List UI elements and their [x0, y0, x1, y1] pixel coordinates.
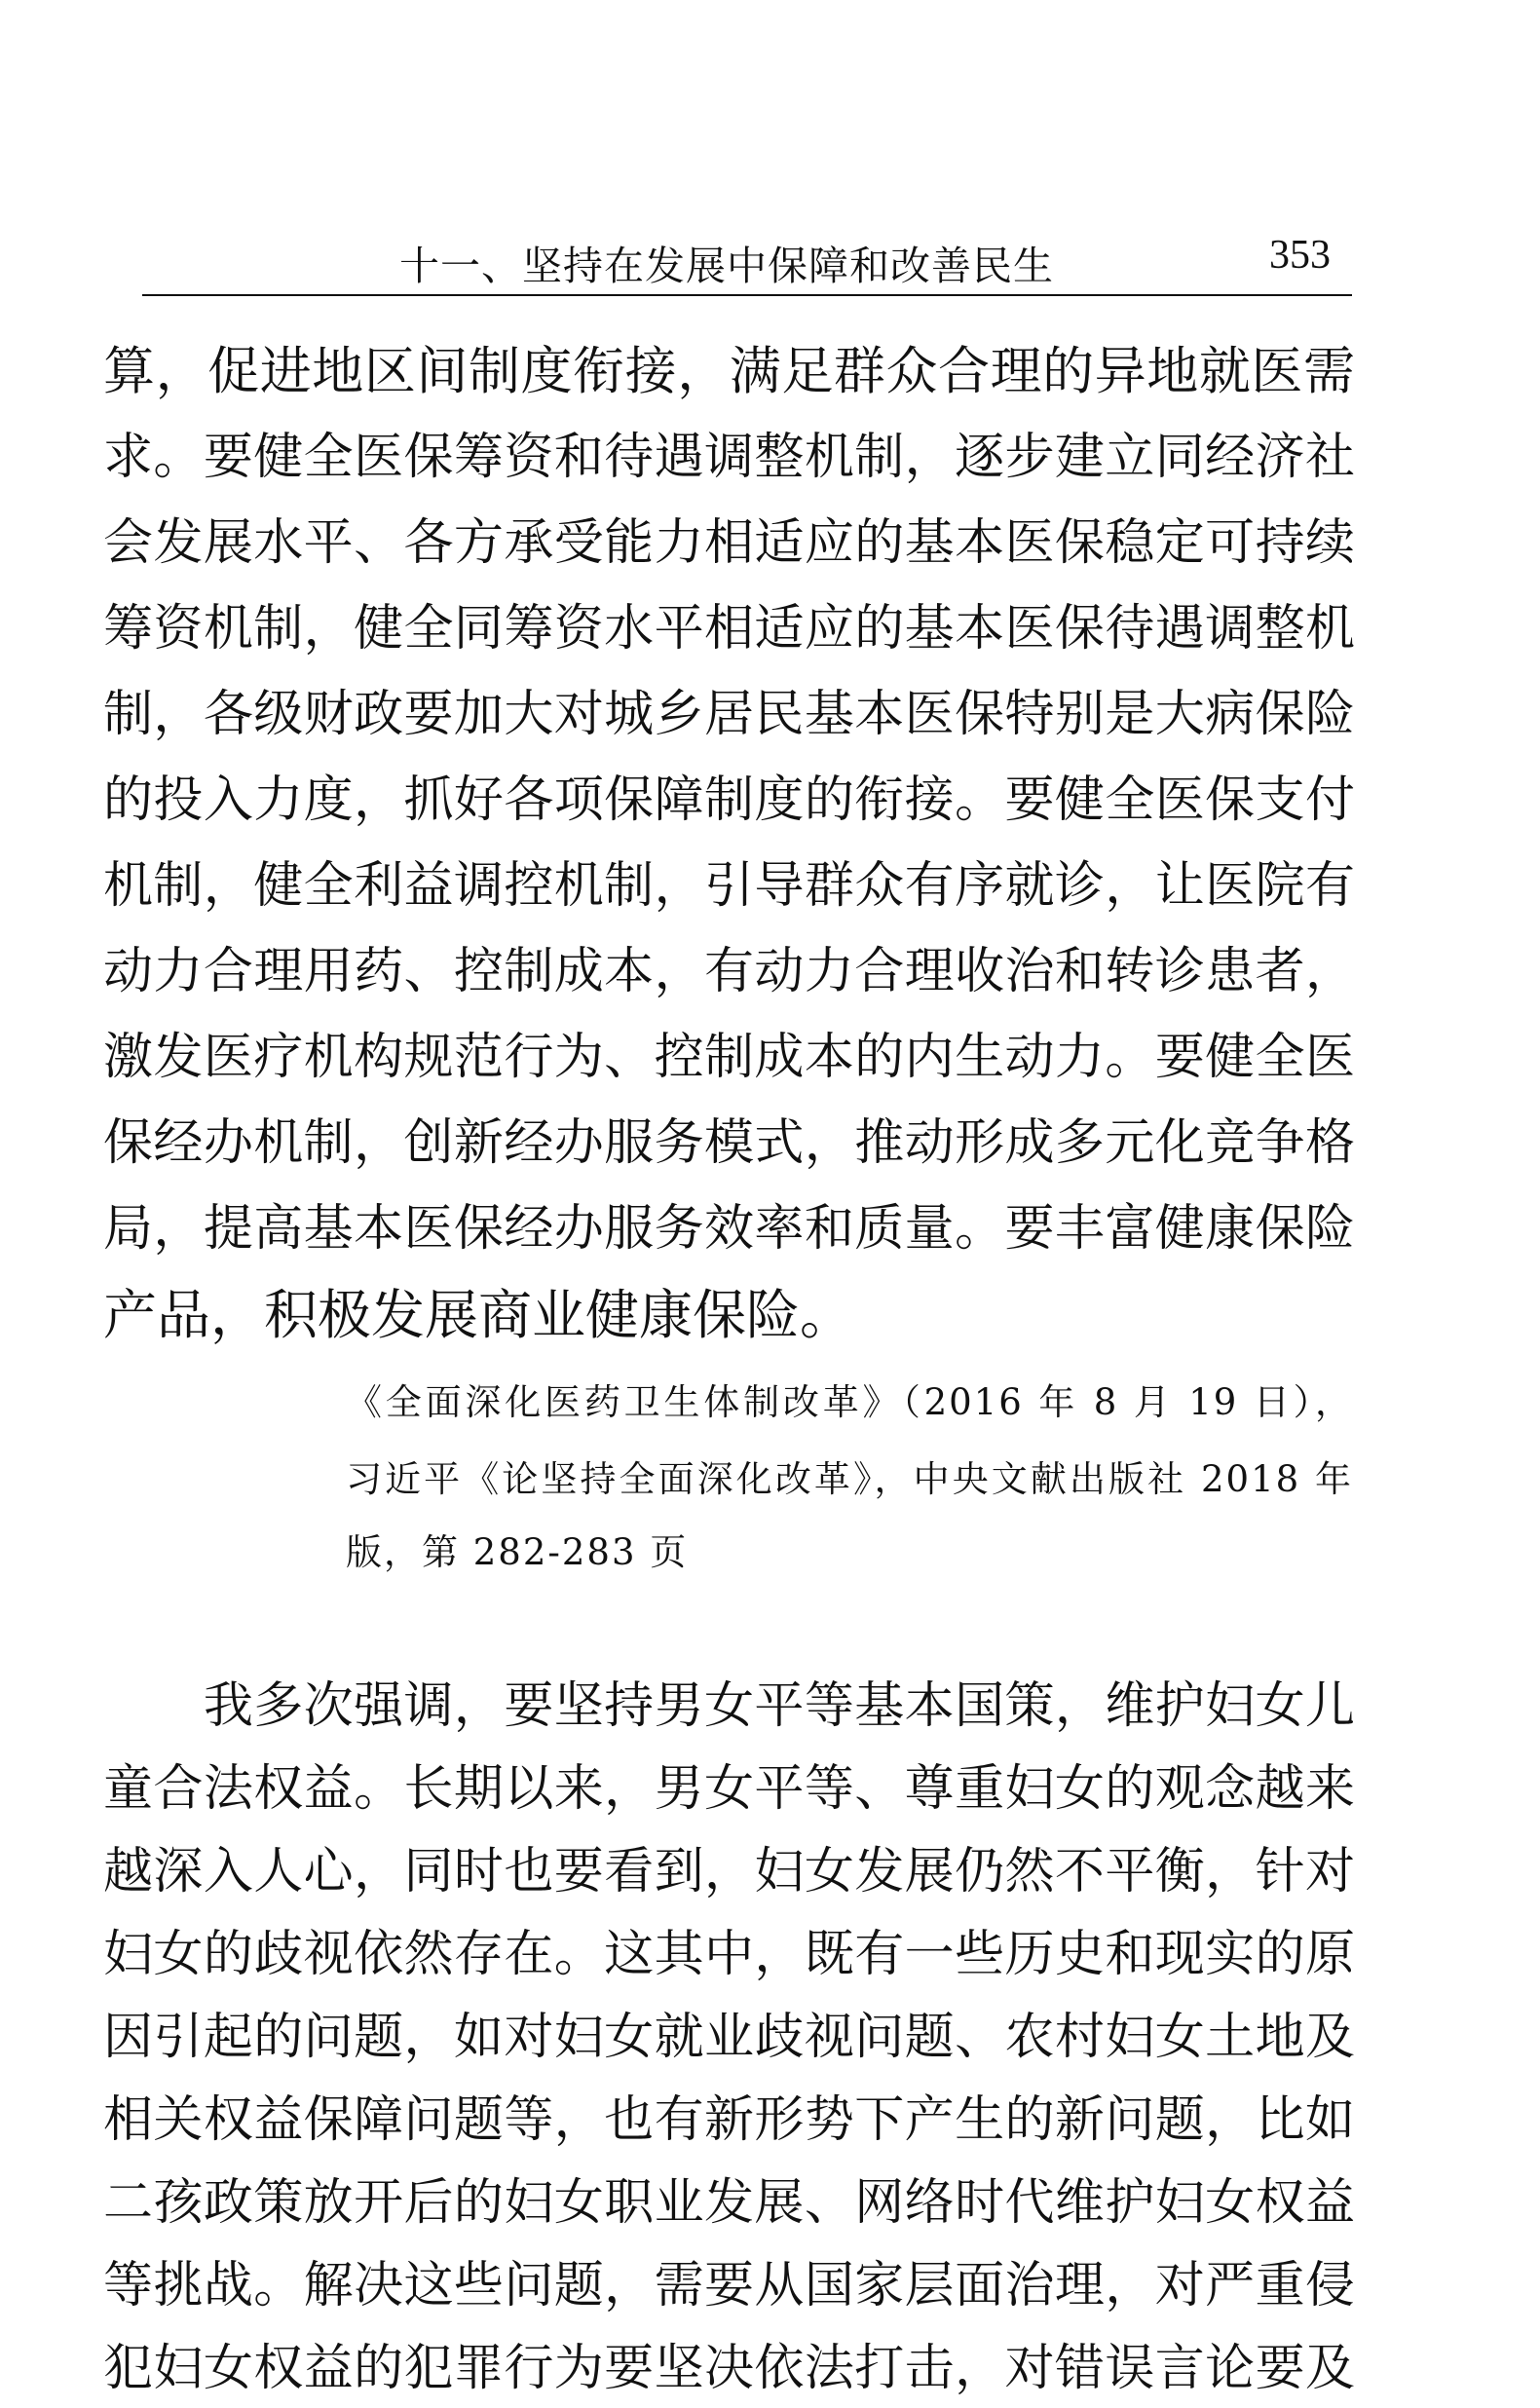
- body-line: 我多次强调，要坚持男女平等基本国策，维护妇女儿: [103, 1677, 1355, 1735]
- body-line: 激发医疗机构规范行为、控制成本的内生动力。要健全医: [103, 1029, 1355, 1086]
- body-line: 产品，积极发展商业健康保险。: [103, 1284, 854, 1346]
- body-line: 局，提高基本医保经办服务效率和质量。要丰富健康保险: [103, 1200, 1355, 1258]
- body-line: 相关权益保障问题等，也有新形势下产生的新问题，比如: [103, 2091, 1355, 2149]
- citation-line: 《全面深化医药卫生体制改革》（2016 年 8 月 19 日），: [346, 1381, 1353, 1423]
- body-line: 犯妇女权益的犯罪行为要坚决依法打击，对错误言论要及: [103, 2340, 1355, 2397]
- page-number: 353: [1269, 233, 1331, 278]
- body-line: 的投入力度，抓好各项保障制度的衔接。要健全医保支付: [103, 771, 1355, 829]
- header-rule: [142, 294, 1352, 296]
- body-line: 等挑战。解决这些问题，需要从国家层面治理，对严重侵: [103, 2257, 1355, 2314]
- body-line: 制，各级财政要加大对城乡居民基本医保特别是大病保险: [103, 686, 1355, 743]
- body-line: 二孩政策放开后的妇女职业发展、网络时代维护妇女权益: [103, 2174, 1355, 2232]
- body-line: 算，促进地区间制度衔接，满足群众合理的异地就医需: [103, 342, 1355, 401]
- citation-line: 习近平《论坚持全面深化改革》，中央文献出版社 2018 年: [346, 1458, 1353, 1500]
- running-header: [142, 230, 1350, 290]
- body-line: 筹资机制，健全同筹资水平相适应的基本医保待遇调整机: [103, 600, 1355, 658]
- body-line: 因引起的问题，如对妇女就业歧视问题、农村妇女土地及: [103, 2009, 1355, 2066]
- body-line: 求。要健全医保筹资和待遇调整机制，逐步建立同经济社: [103, 429, 1355, 486]
- body-line: 机制，健全利益调控机制，引导群众有序就诊，让医院有: [103, 857, 1355, 915]
- body-line: 童合法权益。长期以来，男女平等、尊重妇女的观念越来: [103, 1760, 1355, 1818]
- running-title: 十一、坚持在发展中保障和改善民生: [399, 243, 1054, 289]
- body-line: 妇女的歧视依然存在。这其中，既有一些历史和现实的原: [103, 1926, 1355, 1983]
- body-line: 动力合理用药、控制成本，有动力合理收治和转诊患者，: [103, 943, 1355, 1000]
- body-line: 保经办机制，创新经办服务模式，推动形成多元化竞争格: [103, 1114, 1355, 1172]
- body-line: 越深入人心，同时也要看到，妇女发展仍然不平衡，针对: [103, 1843, 1355, 1900]
- citation-line: 版，第 282-283 页: [346, 1531, 689, 1573]
- body-line: 会发展水平、各方承受能力相适应的基本医保稳定可持续: [103, 514, 1355, 572]
